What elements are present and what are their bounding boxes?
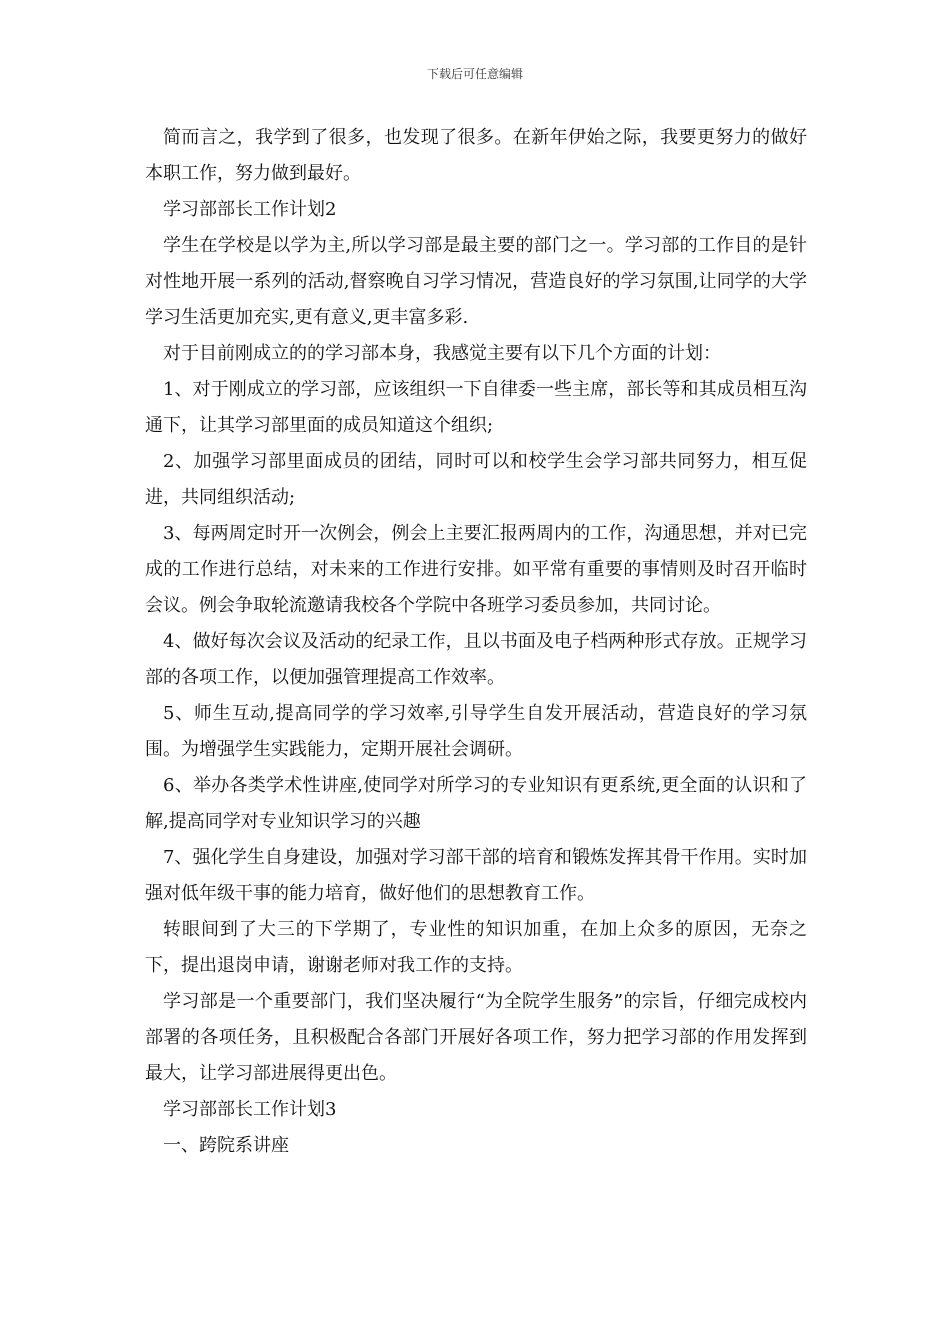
list-item: 6、举办各类学术性讲座,使同学对所学习的专业知识有更系统,更全面的认识和了解,提高同学对专业知识学习的兴趣	[145, 775, 807, 832]
list-item: 3、每两周定时开一次例会，例会上主要汇报两周内的工作，沟通思想，并对已完成的工作进行总结，对未来的工作进行安排。如平常有重要的事情则及时召开临时会议。例会争取轮流邀请我校各个学院中各班学习委员参加，共同讨论。	[145, 523, 807, 616]
paragraph: 对于目前刚成立的的学习部本身，我感觉主要有以下几个方面的计划：	[163, 343, 721, 364]
list-item: 4、做好每次会议及活动的纪录工作，且以书面及电子档两种形式存放。正规学习部的各项工作，以便加强管理提高工作效率。	[145, 631, 807, 688]
list-item: 1、对于刚成立的学习部，应该组织一下自律委一些主席，部长等和其成员相互沟通下，让其学习部里面的成员知道这个组织;	[145, 379, 807, 436]
document-body	[145, 120, 807, 1164]
list-item: 5、师生互动,提高同学的学习效率,引导学生自发开展活动，营造良好的学习氛围。为增强学生实践能力，定期开展社会调研。	[145, 703, 807, 760]
section-heading: 学习部部长工作计划2	[163, 199, 337, 220]
list-item: 2、加强学习部里面成员的团结，同时可以和校学生会学习部共同努力，相互促进，共同组织活动;	[145, 451, 807, 508]
section-heading: 学习部部长工作计划3	[163, 1099, 337, 1120]
page-header-note: 下载后可任意编辑	[426, 67, 523, 81]
paragraph: 简而言之，我学到了很多，也发现了很多。在新年伊始之际，我要更努力的做好本职工作，努力做到最好。	[145, 127, 807, 184]
subsection-heading: 一、跨院系讲座	[163, 1135, 289, 1156]
list-item: 7、强化学生自身建设，加强对学习部干部的培育和锻炼发挥其骨干作用。实时加强对低年级干事的能力培育，做好他们的思想教育工作。	[145, 847, 807, 904]
paragraph: 学习部是一个重要部门，我们坚决履行“为全院学生服务”的宗旨，仔细完成校内部署的各项任务，且积极配合各部门开展好各项工作，努力把学习部的作用发挥到最大，让学习部进展得更出色。	[145, 991, 807, 1084]
paragraph: 转眼间到了大三的下学期了，专业性的知识加重，在加上众多的原因，无奈之下，提出退岗申请，谢谢老师对我工作的支持。	[145, 919, 807, 976]
paragraph: 学生在学校是以学为主,所以学习部是最主要的部门之一。学习部的工作目的是针对性地开展一系列的活动,督察晚自习学习情况，营造良好的学习氛围,让同学的大学学习生活更加充实,更有意义,更丰富多彩.	[145, 235, 807, 328]
